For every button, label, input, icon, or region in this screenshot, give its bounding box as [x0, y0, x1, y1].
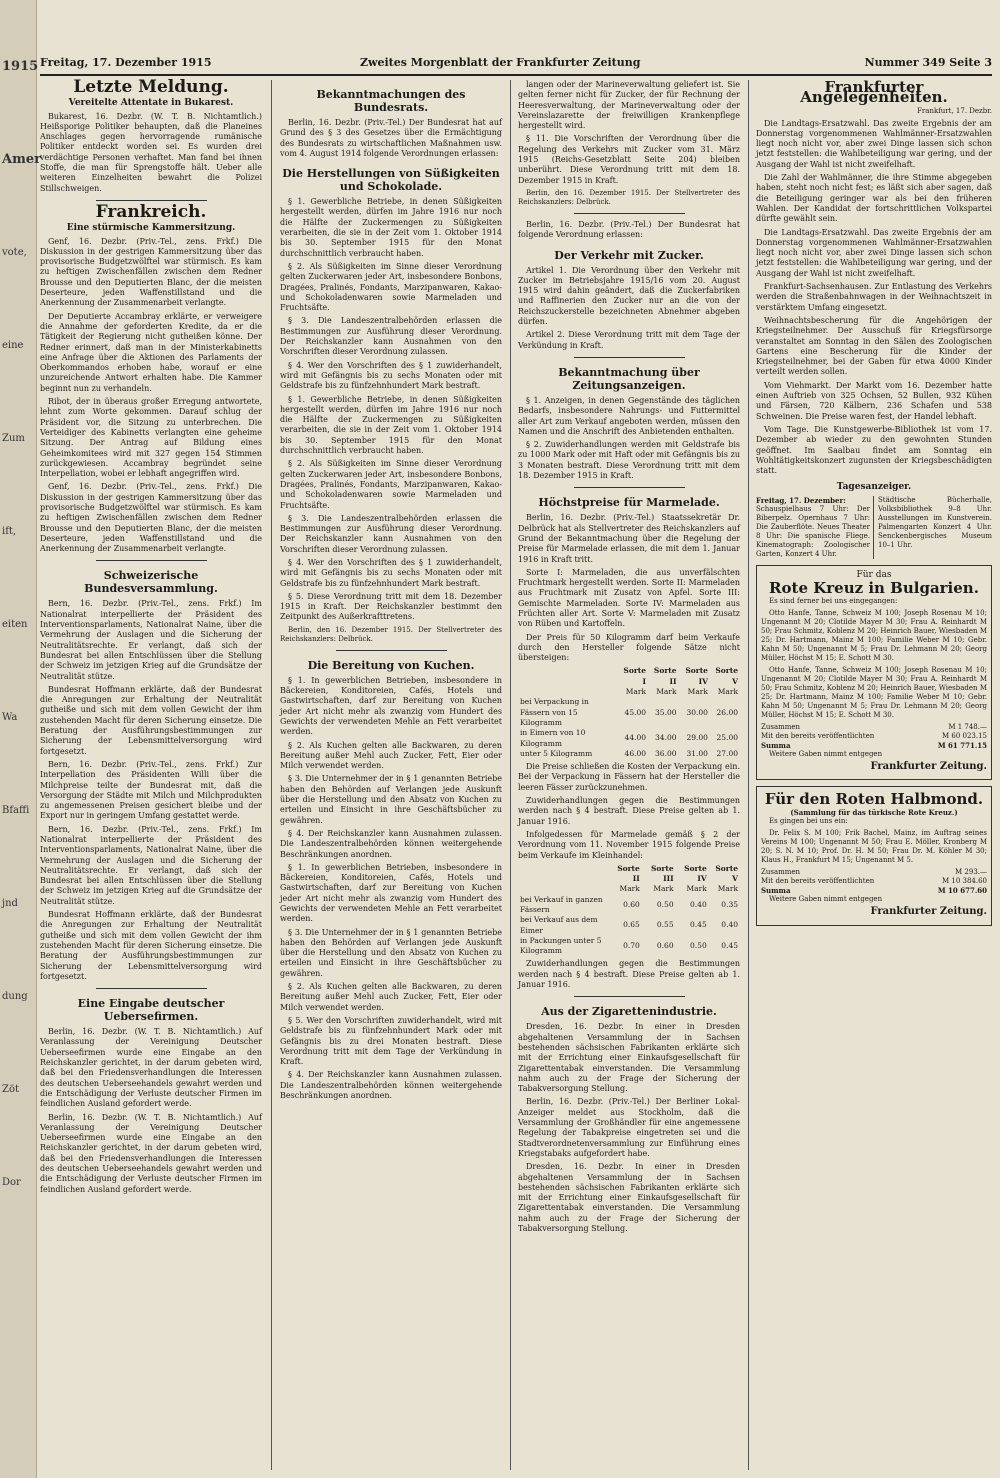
table-cell: 30.00 [686, 707, 708, 717]
article-paragraph: Bundesrat Hoffmann erklärte, daß der Bundesrat die Anregungen zur Erhaltung der Neutralität gutheiße und sich mit dem vollen Gewicht der ihm zustehenden Macht für deren Sicherung einsetze. Die Beratung der Ausführungsbestimmungen zur Sicherung der Lebensmittelversorgung wird fortgesetzt. [40, 684, 262, 756]
article-paragraph: Sorte I: Marmeladen, die aus unverfälschten Fruchtmark hergestellt werden. Sorte II: Marmeladen aus Fruchtmark mit Zusatz von Apfel. Sorte III: Gemischte Marmeladen. Sorte IV: Marmeladen aus Früchten aller Art. Sorte V: Marmeladen mit Zusatz von Rüben und Kartoffeln. [518, 567, 740, 629]
table-cell: 0.45 [690, 920, 707, 930]
headline-ads: Bekanntmachung über Zeitungsanzeigen. [558, 365, 700, 392]
separator [574, 213, 685, 214]
article-paragraph: Bern, 16. Dezbr. (Priv.-Tel., zens. Frkf.) Im Nationalrat interpellierte der Präsident des Interventionsparlaments, Nationalrat Naine, über die Vermehrung der Auslagen und die Sicherung der Neutralitätsrechte. Er verlangt, daß sich der Bundesrat bei allen Entschlüssen über die Stellung der Schweiz im jetzigen Krieg auf die Grundsätze der Neutralität stütze. [40, 824, 262, 906]
table-cell: 27.00 [716, 748, 738, 758]
edge-fragment: eiten [2, 619, 28, 630]
article-paragraph: Zuwiderhandlungen gegen die Bestimmungen werden nach § 4 bestraft. Diese Preise gelten ab 1. Januar 1916. [518, 959, 740, 990]
edge-fragment: eine [2, 340, 24, 351]
donation-total [761, 741, 987, 750]
donation-subtotal-label: Zusammen [761, 868, 801, 877]
donation-total-label: Summa [761, 886, 791, 896]
article-paragraph: § 2. Als Kuchen gelten alle Backwaren, zu deren Bereitung außer Mehl auch Zucker, Fett, Eier oder Milch verwendet werden. [280, 740, 502, 771]
article-paragraph: Ribot, der in überaus großer Erregung antwortete, lehnt zum Worte gekommen. Darauf schlug der Präsident vor, die Sitzung zu unterbrechen. Die Verteidiger des Kabinetts verlangten eine geheime Sitzung. Der Antrag auf Bildung eines Geheimkomitees wird mit 327 gegen 154 Stimmen zurückgewiesen. Accambray begründet seine Interpellation, wobei er lebhaft angegriffen wird. [40, 397, 262, 479]
signature: Frankfurter Zeitung. [870, 906, 987, 918]
article-paragraph: § 1. Gewerbliche Betriebe, in denen Süßigkeiten hergestellt werden, dürfen im Jahre 1916 nur noch die Hälfte der Zuckermengen zu Süßigkeiten verarbeiten, die sie in der Zeit vom 1. Oktober 1914 bis 30. September 1915 für den Monat durchschnittlich verbraucht haben. [280, 197, 502, 258]
headline-bundesrat: Bekanntmachungen des Bundesrats. [316, 88, 466, 114]
donation-subtotal-label: Zusammen [761, 722, 801, 731]
article-paragraph: Die Landtags-Ersatzwahl. Das zweite Ergebnis der am Donnerstag vorgenommenen Wahlmänner-Ersatzwahlen liegt noch nicht vor, aber zwei Dinge lassen sich schon jetzt feststellen: die Wahlbeteiligung war gering, und der Ausgang der Wahl ist nicht zweifelhaft. [756, 118, 992, 169]
article-paragraph: Bern, 16. Dezbr. (Priv.-Tel., zens. Frkf.) Zur Interpellation des Präsidenten Willi über die Milchpreise teilte der Bundesrat mit, daß die Versorgung der Städte mit Milch und Milchprodukten zu angemessenen Preisen gesichert bleibe und der Export nur in geringem Umfang gestattet werde. [40, 759, 262, 821]
article-paragraph: § 2. Als Süßigkeiten im Sinne dieser Verordnung gelten Zuckerwaren jeder Art, insbesondere Bonbons, Dragées, Pralinés, Fondants, Marzipanwaren, Kakao- und Schokoladenwaren sowie Marmeladen und Fruchtsäfte. [280, 261, 502, 313]
daily-guide-text: Städtische Bücherhalle, Volksbibliothek 9–8 Uhr. Ausstellungen im Kunstverein. Palmengarten Konzert 4 Uhr. Senckenbergisches Museum 10–1 Uhr. [878, 495, 992, 549]
daily-guide-text: Schauspielhaus 7 Uhr: Der Biberpelz. Opernhaus 7 Uhr: Die Zauberflöte. Neues Theater 8 Uhr: Die spanische Fliege. Kinematograph: Zoologischer Garten, Konzert 4 Uhr. [756, 504, 870, 558]
article-paragraph: § 4. Der Reichskanzler kann Ausnahmen zulassen. Die Landeszentralbehörden können weitergehende Beschränkungen anordnen. [280, 1070, 502, 1101]
table-header-cell: Sorte V [715, 863, 738, 884]
article-paragraph: Die Landtags-Ersatzwahl. Das zweite Ergebnis der am Donnerstag vorgenommenen Wahlmänner-Ersatzwahlen liegt noch nicht vor, aber zwei Dinge lassen sich schon jetzt feststellen: die Wahlbeteiligung war gering, und der Ausgang der Wahl ist nicht zweifelhaft. [756, 227, 992, 278]
article-paragraph: Frankfurt-Sachsenhausen. Zur Entlastung des Verkehrs werden die Straßenbahnwagen in der Weihnachtszeit in verstärktem Umfang eingesetzt. [756, 282, 992, 312]
headline-petition: Eine Eingabe deutscher Uebersefirmen. [77, 997, 225, 1024]
donation-total-label: Summa [761, 740, 791, 750]
table-cell: 25.00 [716, 733, 738, 743]
article-paragraph: § 3. Die Landeszentralbehörden erlassen die Bestimmungen zur Ausführung dieser Verordnung. Der Reichskanzler kann Ausnahmen von den Vorschriften dieser Verordnung zulassen. [280, 513, 502, 554]
table-cell: 0.50 [690, 941, 707, 951]
article-paragraph: Bukarest, 16. Dezbr. (W. T. B. Nichtamtlich.) Heißsporige Politiker behaupten, daß die Planeines Anschlages gegen hervorragende rumänische Politiker entdeckt worden sei. Es wurden drei verdächtige Personen verhaftet. Man fand bei ihnen Stoffe, die man für Sprengstoffe hält. Ueber alle weiteren Einzelheiten bewahrt die Polizei Stillschweigen. [40, 111, 262, 193]
box-kicker: Für das [856, 569, 892, 580]
separator [96, 560, 207, 561]
edge-fragment: Bfaffi [2, 805, 30, 816]
donation-subtotal-value: M 293.— [955, 868, 987, 877]
edge-fragment: dung [2, 991, 28, 1002]
table-header-cell: Sorte V [715, 666, 738, 686]
column-4 [756, 80, 992, 1470]
article-paragraph: Bundesrat Hoffmann erklärte, daß der Bundesrat die Anregungen zur Erhaltung der Neutralität gutheiße und sich mit dem vollen Gewicht der ihm zustehenden Macht für deren Sicherung einsetze. Die Beratung der Ausführungsbestimmungen zur Sicherung der Lebensmittelversorgung wird fortgesetzt. [40, 910, 262, 981]
separator [336, 650, 447, 651]
donation-total-value: M 61 771.15 [937, 740, 987, 750]
edge-fragment: jnd [2, 898, 18, 909]
article-paragraph: Dresden, 16. Dezbr. In einer in Dresden abgehaltenen Versammlung der in Sachsen bestehenden sächsischen Fabrikanten erklärte sich mit der Errichtung einer Einkaufsgesellschaft für Zigarettentabak einverstanden. Die Versammlung nahm auch zu der Frage der Sicherung der Tabakversorgung Stellung. [518, 1162, 740, 1234]
donation-note: Weitere Gaben nimmt entgegen [769, 749, 883, 758]
table-unit-cell: Mark [717, 884, 738, 894]
table-cell: 44.00 [624, 733, 647, 743]
donation-previous-label: Mit den bereits veröffentlichten [761, 731, 875, 740]
edge-fragment: Amer [2, 152, 41, 167]
article-paragraph: § 4. Wer den Vorschriften des § 1 zuwiderhandelt, wird mit Gefängnis bis zu sechs Monaten oder mit Geldstrafe bis zu fünfzehnhundert Mark bestraft. [280, 557, 502, 588]
table-cell: in Packungen unter 5 Kilogramm [520, 935, 602, 956]
article-paragraph: Die Zahl der Wahlmänner, die ihre Stimme abgegeben haben, steht noch nicht fest; es läßt sich aber sagen, daß die Beteiligung geringer war als bei den früheren Wahlen. Der Kandidat der fortschrittlichen Volkspartei dürfte gewählt sein. [756, 173, 992, 224]
headline-sugar: Der Verkehr mit Zucker. [554, 248, 704, 262]
edge-fragment: Wa [2, 712, 18, 723]
article-paragraph: § 2. Als Kuchen gelten alle Backwaren, zu deren Bereitung außer Mehl auch Zucker, Fett, Eier oder Milch verwendet werden. [280, 982, 502, 1012]
article-paragraph: Genf, 16. Dezbr. (Priv.-Tel., zens. Frkf.) Die Diskussion in der gestrigen Kammersitzung über das provisorische Budgetzwölftel war stürmisch. Es kam zu heftigen Zwischenfällen zwischen dem Redner Brousse und den Deputierten Blanc, der die meisten Deserteure, jeden Waffenstillstand und die Anerkennung der Zusammenarbeit verlangte. [40, 482, 262, 554]
article-paragraph: § 3. Die Unternehmer der in § 1 genannten Betriebe haben den Behörden auf Verlangen jede Auskunft über die Herstellung und den Absatz von Kuchen zu erteilen und Einsicht in ihre Geschäftsbücher zu gewähren. [280, 927, 502, 978]
table-unit-cell: Mark [625, 687, 647, 697]
article-paragraph: Die Preise schließen die Kosten der Verpackung ein. Bei der Verpackung in Fässern hat der Hersteller die leeren Fässer zurückzunehmen. [518, 762, 740, 792]
article-paragraph: Vom Viehmarkt. Der Markt vom 16. Dezember hatte einen Auftrieb von 325 Ochsen, 52 Bullen, 932 Kühen und Färsen, 720 Kälbern, 236 Schafen und 538 Schweinen. Die Preise waren fest, der Handel lebhaft. [756, 380, 992, 421]
table-cell: 45.00 [624, 707, 647, 717]
masthead-date: Freitag, 17. Dezember 1915 [40, 56, 212, 69]
edge-fragment: vote, [2, 247, 27, 258]
article-paragraph: § 1. In gewerblichen Betrieben, insbesondere in Bäckereien, Konditoreien, Cafés, Hotels und Gastwirtschaften, darf zur Bereitung von Kuchen jeder Art nicht mehr als zwanzig vom Hundert des Gewichts der verwendeten Mehle an Fett verarbeitet werden. [280, 675, 502, 737]
table-unit-cell: Mark [686, 884, 707, 894]
price-table-wholesale [518, 666, 740, 759]
donation-list: Otto Hanfe, Tanne, Schweiz M 100; Joseph Rosenau M 10; Ungenannt M 20; Clotilde Mayer M 30; Frau A. Reinhardt M 50; Frau Schmitz, Koblenz M 20; Heinrich Bauer, Wiesbaden M 25; Dr. Hartmann, Mainz M 100; Familie Weber M 10; Gebr. Kahn M 50; Ungenannt M 5; Frau Dr. Lehmann M 20; Georg Müller, Höchst M 15; E. Schott M 30. [761, 608, 987, 662]
table-unit-cell [518, 687, 619, 697]
donation-subtotal [761, 868, 987, 877]
edge-fragment: 1915 [2, 59, 39, 74]
donation-list: Otto Hanfe, Tanne, Schweiz M 100; Joseph Rosenau M 10; Ungenannt M 20; Clotilde Mayer M 30; Frau A. Reinhardt M 50; Frau Schmitz, Koblenz M 20; Heinrich Bauer, Wiesbaden M 25; Dr. Hartmann, Mainz M 100; Familie Weber M 10; Gebr. Kahn M 50; Ungenannt M 5; Frau Dr. Lehmann M 20; Georg Müller, Höchst M 15; E. Schott M 30. [761, 665, 987, 719]
price-table-retail [518, 864, 740, 957]
table-header-cell [518, 666, 619, 687]
article-paragraph: § 1. Gewerbliche Betriebe, in denen Süßigkeiten hergestellt werden, dürfen im Jahre 1916 nur noch die Hälfte der Zuckermengen zu Süßigkeiten verarbeiten, die sie in der Zeit vom 1. Oktober 1914 bis 30. September 1915 für den Monat durchschnittlich verbraucht haben. [280, 394, 502, 456]
daily-guide-day: Freitag, 17. Dezember: [756, 495, 846, 505]
donation-list: Dr. Felix S. M 100; Frik Bachel, Mainz, im Auftrag seines Vereins M 100; Ungenannt M 50; Frau E. Möller, Kronberg M 20; S. N. M 10; Prof. Dr. H. M 50; Frau Dr. M. Köhler M 30; Klaus H., Frankfurt M 15; Ungenannt M 5. [761, 829, 987, 865]
article-paragraph: § 4. Wer den Vorschriften des § 1 zuwiderhandelt, wird mit Gefängnis bis zu sechs Monaten oder mit Geldstrafe bis zu fünfzehnhundert Mark bestraft. [280, 360, 502, 391]
newspaper-page [40, 52, 992, 1462]
table-header-cell: Sorte IV [685, 666, 708, 686]
article-paragraph: Weihnachtsbescherung für die Angehörigen der Kriegsteilnehmer. Der Ausschuß für Kriegsfürsorge veranstaltet am Sonntag in den Sälen des Zoologischen Gartens eine Bescherung für die Kinder der Kriegsteilnehmer, bei der Gaben für etwa 4000 Kinder verteilt werden sollen. [756, 315, 992, 377]
table-cell: 0.60 [623, 899, 640, 909]
donation-total-value: M 10 677.60 [937, 886, 987, 896]
table-cell: 0.65 [623, 920, 640, 930]
column-rule [271, 80, 272, 1470]
article-paragraph: Zuwiderhandlungen gegen die Bestimmungen werden nach § 4 bestraft. Diese Preise gelten ab 1. Januar 1916. [518, 796, 740, 826]
table-cell: 0.35 [721, 899, 738, 909]
headline-daily-guide: Tagesanzeiger. [836, 482, 912, 493]
article-paragraph: Der Deputierte Accambray erklärte, er verweigere die Annahme der geforderten Kredite, da er die Tätigkeit der Regierung nicht gutheißen könne. Der Redner erinnert, daß man in der Ministerkabinetts eine Anfrage über die Aktionen des Parlaments der Oberkommandos erhoben habe, worauf er eine unzureichende Antwort erhalten habe. Die Kammer beginnt nun zu verhandeln. [40, 311, 262, 393]
column-3 [518, 80, 740, 1470]
table-row [518, 749, 740, 759]
subhead-bucharest: Vereitelte Attentate in Bukarest. [68, 98, 234, 109]
table-cell: bei Verkauf aus dem Eimer [520, 915, 598, 935]
table-row [518, 697, 740, 728]
donation-intro: Es gingen bei uns ein: [769, 817, 848, 826]
table-unit-cell: Mark [619, 884, 640, 894]
table-cell: 36.00 [655, 748, 677, 758]
table-caption: Infolgedessen für Marmelade gemäß § 2 der Verordnung vom 11. November 1915 folgende Preise beim Verkaufe im Kleinhandel: [518, 829, 740, 860]
article-paragraph: Berlin, 16. Dezbr. (Priv.-Tel.) Der Berliner Lokal-Anzeiger meldet aus Stockholm, daß die Versammlung der Großhändler für eine angemessene Regelung der Tabakpreise eingetreten sei und die Stadtverordnetenversammlung zur Einführung eines Kriegstabaks aufgefordert habe. [518, 1097, 740, 1158]
table-unit-cell: Mark [653, 884, 674, 894]
subhead-chamber: Eine stürmische Kammersitzung. [66, 223, 236, 234]
masthead-title: Zweites Morgenblatt der Frankfurter Zeitung [360, 56, 641, 69]
headline-marmalade: Höchstpreise für Marmelade. [538, 496, 720, 510]
table-row [518, 915, 740, 936]
table-unit-cell: Mark [717, 687, 738, 697]
table-header-cell: Sorte II [617, 863, 640, 884]
edge-fragment: Zum [2, 433, 25, 444]
article-paragraph: § 2. Zuwiderhandlungen werden mit Geldstrafe bis zu 1000 Mark oder mit Haft oder mit Gefängnis bis zu 3 Monaten bestraft. Diese Verordnung tritt mit dem 18. Dezember 1915 in Kraft. [518, 440, 740, 481]
article-paragraph: Bern, 16. Dezbr. (Priv.-Tel., zens. Frkf.) Im Nationalrat interpellierte der Präsident des Interventionsparlaments, Nationalrat Naine, über die Vermehrung der Auslagen und die Sicherung der Neutralitätsrechte. Er verlangt, daß sich der Bundesrat bei allen Entschlüssen über die Stellung der Schweiz im jetzigen Krieg auf die Grundsätze der Neutralität stütze. [40, 599, 262, 681]
red-cross-bulgaria-box [756, 565, 992, 781]
table-row [518, 728, 740, 749]
headline-last-news: Letzte Meldung. [73, 77, 229, 97]
red-crescent-box [756, 786, 992, 925]
article-paragraph: § 3. Die Landeszentralbehörden erlassen die Bestimmungen zur Ausführung dieser Verordnung. Der Reichskanzler kann Ausnahmen von den Vorschriften dieser Verordnung zulassen. [280, 316, 502, 357]
table-cell: in Eimern von 10 Kilogramm [520, 728, 586, 748]
article-paragraph: § 1. Anzeigen, in denen Gegenstände des täglichen Bedarfs, insbesondere Nahrungs- und Futtermittel aller Art zum Verkauf angeboten werden, müssen den Namen und die Anschrift des Anbietenden enthalten. [518, 395, 740, 436]
table-unit-cell: Mark [656, 687, 677, 697]
article-paragraph: Berlin, 16. Dezbr. (Priv.-Tel.) Staatssekretär Dr. Delbrück hat als Stellvertreter des Reichskanzlers auf Grund der Bekanntmachung über die Regelung der Preise für Marmelade erlassen, die mit dem 1. Januar 1916 in Kraft tritt. [518, 513, 740, 564]
masthead [40, 52, 992, 76]
article-paragraph: Vom Tage. Die Kunstgewerbe-Bibliothek ist vom 17. Dezember ab wieder zu den gewohnten Stunden geöffnet. Im Saalbau findet am Sonntag ein Wohltätigkeitskonzert zugunsten der Kriegsbeschädigten statt. [756, 424, 992, 476]
table-header-cell [518, 864, 610, 885]
subhead-red-crescent: (Sammlung für das türkische Rote Kreuz.) [790, 808, 958, 818]
headline-red-cross: Rote Kreuz in Bulgarien. [769, 578, 979, 597]
table-header-cell: Sorte III [650, 863, 674, 884]
article-paragraph: langen oder der Marineverwaltung geliefert ist. Sie gelten ferner nicht für Zucker, der für Rechnung der Heeresverwaltung, der Marineverwaltung oder der Vereinslazarette der freiwilligen Krankenpflege hergestellt wird. [518, 80, 740, 131]
donation-total [761, 886, 987, 895]
signature-line: Berlin, den 16. Dezember 1915. Der Stellvertreter des Reichskanzlers: Delbrück. [280, 625, 502, 643]
article-paragraph: Berlin, 16. Dezbr. (W. T. B. Nichtamtlich.) Auf Veranlassung der Vereinigung Deutscher Ueberseefirmen wurde eine Eingabe an den Reichskanzler gerichtet, in der darum gebeten wird, daß bei den Friedensverhandlungen die Interessen des deutschen Ueberseehandels gewahrt werden und die Entschädigung der Verluste deutscher Firmen im feindlichen Ausland gefordert werde. [40, 1112, 262, 1194]
table-cell: bei Verpackung in Fässern von 15 Kilogramm [520, 697, 589, 727]
separator [574, 357, 685, 358]
signature: Frankfurter Zeitung. [870, 760, 987, 772]
donation-subtotal-value: M 1 748.— [948, 722, 987, 731]
donation-previous [761, 732, 987, 741]
headline-swiss: Schweizerische Bundesversammlung. [84, 569, 218, 596]
table-cell: 0.60 [656, 941, 674, 951]
table-cell: unter 5 Kilogramm [520, 748, 593, 758]
table-cell: 0.70 [623, 941, 640, 951]
table-cell: bei Verkauf in ganzen Fässern [520, 894, 603, 914]
edge-fragment: Dor [2, 1177, 21, 1188]
article-paragraph: Dresden, 16. Dezbr. In einer in Dresden abgehaltenen Versammlung der in Sachsen bestehenden sächsischen Fabrikanten erklärte sich mit der Errichtung einer Einkaufsgesellschaft für Zigarettentabak einverstanden. Die Versammlung nahm auch zu der Frage der Sicherung der Tabakversorgung Stellung. [518, 1022, 740, 1094]
article-paragraph: § 3. Die Unternehmer der in § 1 genannten Betriebe haben den Behörden auf Verlangen jede Auskunft über die Herstellung und den Absatz von Kuchen zu erteilen und Einsicht in ihre Geschäftsbücher zu gewähren. [280, 774, 502, 825]
donation-intro: Es sind ferner bei uns eingegangen: [769, 596, 898, 605]
article-paragraph: Berlin, 16. Dezbr. (Priv.-Tel.) Der Bundesrat hat auf Grund des § 3 des Gesetzes über die Ermächtigung des Bundesrats zu wirtschaftlichen Maßnahmen usw. vom 4. August 1914 folgende Verordnungen erlassen: [280, 118, 502, 158]
column-2 [280, 80, 502, 1470]
article-paragraph: § 1. In gewerblichen Betrieben, insbesondere in Bäckereien, Konditoreien, Cafés, Hotels und Gastwirtschaften, darf zur Bereitung von Kuchen jeder Art nicht mehr als zwanzig vom Hundert des Gewichts der verwendeten Mehle an Fett verarbeitet werden. [280, 862, 502, 924]
headline-france: Frankreich. [95, 201, 207, 222]
article-paragraph: § 5. Diese Verordnung tritt mit dem 18. Dezember 1915 in Kraft. Der Reichskanzler bestimmt den Zeitpunkt des Außerkrafttretens. [280, 591, 502, 622]
table-cell: 46.00 [624, 748, 647, 758]
donation-previous-value: M 10 384.60 [941, 877, 987, 886]
table-cell: 0.45 [721, 941, 738, 951]
daily-guide [756, 496, 992, 559]
table-unit-cell [518, 884, 610, 894]
table-cell: 26.00 [716, 707, 738, 717]
table-cell: 0.40 [721, 920, 738, 930]
column-rule [748, 80, 749, 1470]
article-paragraph: Berlin, 16. Dezbr. (Priv.-Tel.) Der Bundesrat hat folgende Verordnung erlassen: [518, 219, 740, 240]
article-paragraph: Artikel 1. Die Verordnung über den Verkehr mit Zucker im Betriebsjahre 1915/16 vom 20. August 1915 wird dahin geändert, daß die Zuckerfabriken und Raffinerien den Zucker nur an die von der Reichszuckerstelle bezeichneten Abnehmer abgeben dürfen. [518, 265, 740, 327]
article-paragraph: Artikel 2. Diese Verordnung tritt mit dem Tage der Verkündung in Kraft. [518, 330, 740, 350]
table-cell: 29.00 [686, 733, 708, 743]
article-paragraph: § 2. Als Süßigkeiten im Sinne dieser Verordnung gelten Zuckerwaren jeder Art, insbesondere Bonbons, Dragées, Pralinés, Fondants, Marzipanwaren, Kakao- und Schokoladenwaren sowie Marmeladen und Fruchtsäfte. [280, 459, 502, 510]
table-caption: Der Preis für 50 Kilogramm darf beim Verkaufe durch den Hersteller folgende Sätze nicht übersteigen: [518, 632, 740, 663]
edge-fragment: ift, [2, 526, 17, 537]
dateline: Frankfurt, 17. Dezbr. [917, 106, 992, 115]
column-1 [40, 77, 262, 1470]
donation-previous-label: Mit den bereits veröffentlichten [761, 877, 875, 886]
table-row [518, 895, 740, 916]
table-unit-cell: Mark [687, 687, 708, 697]
donation-previous [761, 877, 987, 886]
signature-line: Berlin, den 16. Dezember 1915. Der Stellvertreter des Reichskanzlers: Delbrück. [518, 188, 740, 206]
subhead-cakes: Die Bereitung von Kuchen. [307, 658, 475, 672]
table-cell: 0.40 [690, 899, 707, 909]
separator [574, 487, 685, 488]
article-paragraph: § 11. Die Vorschriften der Verordnung über die Regelung des Verkehrs mit Zucker vom 31. März 1915 (Reichs-Gesetzblatt Seite 204) bleiben unberührt. Diese Verordnung tritt mit dem 18. Dezember 1915 in Kraft. [518, 134, 740, 185]
separator [574, 996, 685, 997]
table-cell: 35.00 [655, 707, 677, 717]
table-cell: 0.50 [656, 899, 674, 909]
headline-cigarettes: Aus der Zigarettenindustrie. [541, 1005, 717, 1019]
masthead-number: Nummer 349 Seite 3 [864, 56, 992, 69]
table-header-cell: Sorte II [653, 666, 677, 686]
separator [96, 200, 207, 201]
table-cell: 31.00 [686, 748, 708, 758]
adjacent-page-edge [0, 0, 41, 1478]
headline-red-crescent: Für den Roten Halbmond. [764, 790, 984, 809]
donation-subtotal [761, 723, 987, 732]
article-paragraph: § 4. Der Reichskanzler kann Ausnahmen zulassen. Die Landeszentralbehörden können weitergehende Beschränkungen anordnen. [280, 828, 502, 859]
article-paragraph: Genf, 16. Dezbr. (Priv.-Tel., zens. Frkf.) Die Diskussion in der gestrigen Kammersitzung über das provisorische Budgetzwölftel war stürmisch. Es kam zu heftigen Zwischenfällen zwischen dem Redner Brousse und den Deputierten Blanc, der die meisten Deserteure, jeden Waffenstillstand und die Anerkennung der Zusammenarbeit verlangte. [40, 236, 262, 308]
subhead-sweets: Die Herstellungen von Süßigkeiten und Schokolade. [282, 167, 500, 194]
headline-frankfurt: Frankfurter Angelegenheiten. [800, 78, 948, 107]
table-header-cell: Sorte IV [684, 863, 707, 884]
table-row [518, 936, 740, 957]
donation-previous-value: M 60 023.15 [941, 731, 987, 740]
article-paragraph: Berlin, 16. Dezbr. (W. T. B. Nichtamtlich.) Auf Veranlassung der Vereinigung Deutscher Ueberseefirmen wurde eine Eingabe an den Reichskanzler gerichtet, in der darum gebeten wird, daß bei den Friedensverhandlungen die Interessen des deutschen Ueberseehandels gewahrt werden und die Entschädigung der Verluste deutscher Firmen im feindlichen Ausland gefordert werde. [40, 1027, 262, 1109]
column-rule [510, 80, 511, 1470]
table-header-cell: Sorte I [623, 666, 647, 686]
edge-fragment: Zöt [2, 1084, 19, 1095]
article-paragraph: § 5. Wer den Vorschriften zuwiderhandelt, wird mit Geldstrafe bis zu fünfzehnhundert Mark oder mit Gefängnis bis zu drei Monaten bestraft. Diese Verordnung tritt mit dem Tage der Verkündung in Kraft. [280, 1015, 502, 1067]
table-cell: 0.55 [656, 920, 674, 930]
daily-guide-left [756, 496, 874, 559]
separator [96, 988, 207, 989]
donation-note: Weitere Gaben nimmt entgegen [769, 895, 883, 904]
table-cell: 34.00 [655, 733, 677, 743]
